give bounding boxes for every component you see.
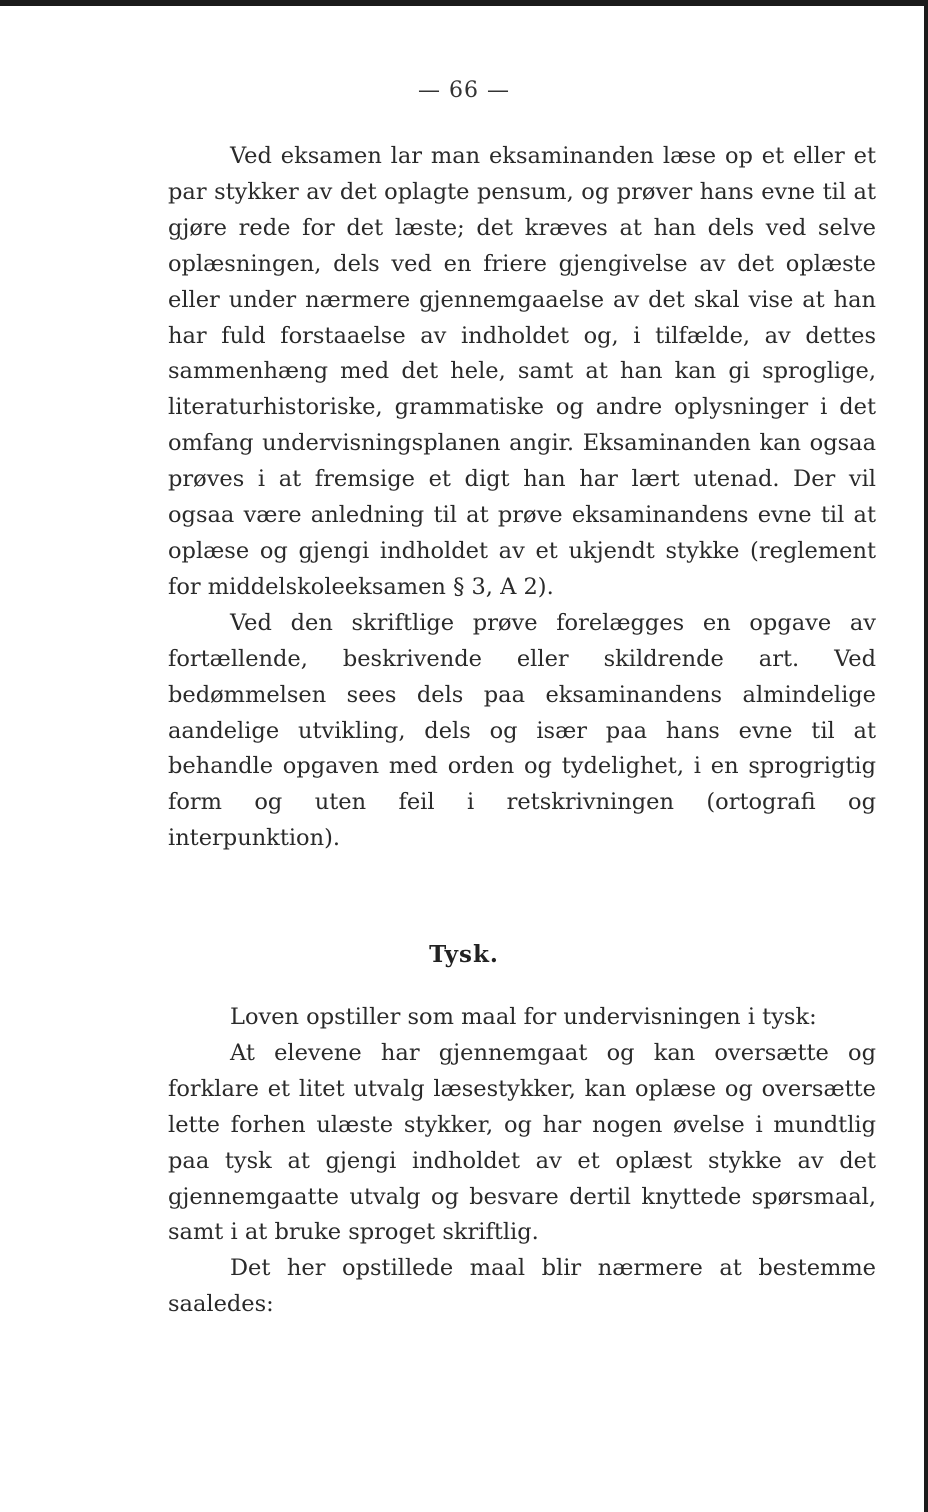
german-section [168,1000,876,1323]
paragraph-written-exam: Ved den skriftlige prøve forelægges en opgave av fortællende, beskrivende eller skildrende art. Ved bedømmelsen sees dels paa eksaminandens almindelige aandelige utvikling, dels og især paa hans evne til at behandle opgaven med orden og tydelighet, i en sprogrigtig form og uten feil i retskrivningen (ortografi og interpunktion). [168,609,876,852]
scan-right-edge [924,0,928,1512]
paragraph-oral-exam: Ved eksamen lar man eksaminanden læse op et eller et par stykker av det oplagte pensum, og prøver hans evne til at gjøre rede for det læste; det kræves at han dels ved selve oplæsningen, dels ved en friere gjengivelse av det oplæste eller under nærmere gjennemgaaelse av det skal vise at han har fuld forstaaelse av indholdet og, i tilfælde, av dettes sammenhæng med det hele, samt at han kan gi sproglige, literaturhistoriske, grammatiske og andre oplysninger i det omfang undervisningsplanen angir. Eksaminanden kan ogsaa prøves i at fremsige et digt han har lært utenad. Der vil ogsaa være anledning til at prøve eksaminandens evne til at oplæse og gjengi indholdet av et ukjendt stykke (reglement for middelskoleeksamen § 3, A 2). [168,143,876,600]
page-number: — 66 — [418,78,510,103]
paragraph-law-goal: Loven opstiller som maal for undervisningen i tysk: [230,1004,817,1030]
section-heading: Tysk. [429,941,499,968]
paragraph-goal-details: At elevene har gjennemgaat og kan oversætte og forklare et litet utvalg læsestykker, kan oplæse og oversætte lette forhen ulæste stykker, og har nogen øvelse i mundtlig paa tysk at gjengi indholdet av et oplæst stykke av det gjennemgaatte utvalg og besvare dertil knyttede spørsmaal, samt i at bruke sproget skriftlig. [168,1039,876,1246]
paragraph-further-definition: Det her opstillede maal blir nærmere at bestemme saaledes: [168,1255,876,1318]
norwegian-exam-section [168,139,876,857]
scan-top-edge [0,0,928,6]
